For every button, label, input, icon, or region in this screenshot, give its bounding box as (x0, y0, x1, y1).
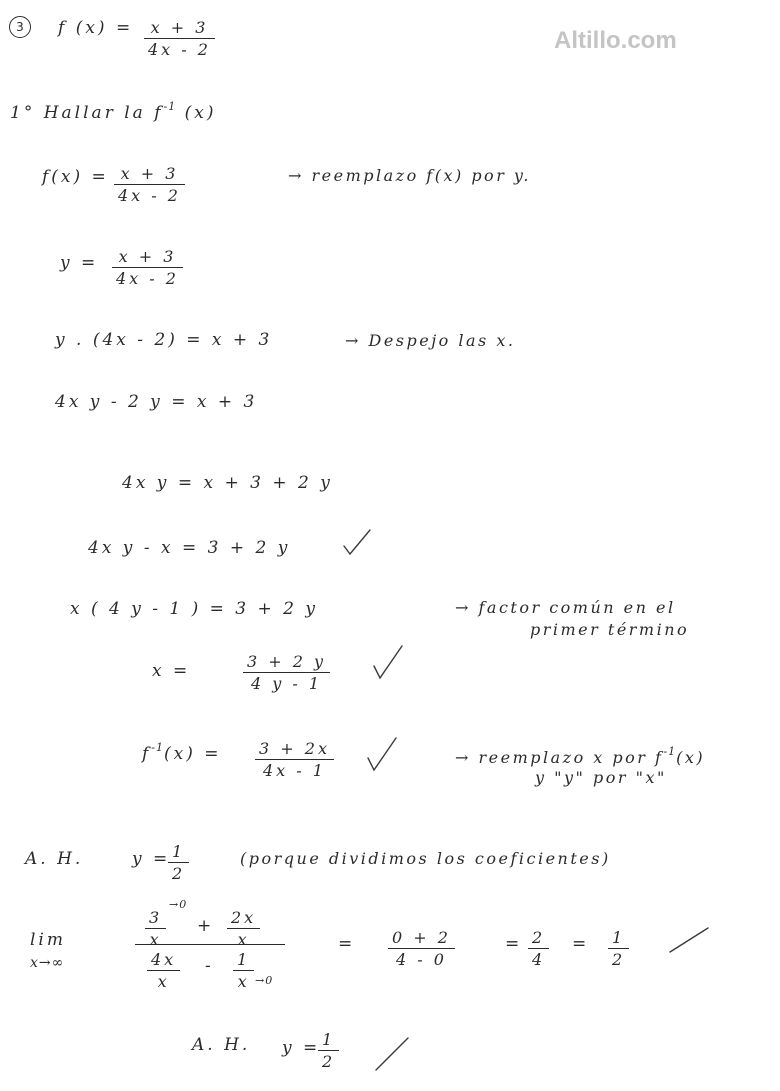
fraction-denominator: 4 (532, 950, 546, 969)
limit-equals-1: = (338, 934, 356, 954)
line8-fraction (243, 652, 330, 693)
fraction-denominator: x (157, 972, 170, 991)
line9-note-exponent: -1 (663, 745, 677, 758)
line4-equation: 4x y - 2 y = x + 3 (55, 392, 258, 412)
line9-lhs (142, 741, 222, 764)
limit-result-final (608, 928, 629, 969)
limit-result-step2 (528, 928, 549, 969)
fraction-numerator: 1 (172, 842, 186, 861)
limit-subscript: x→∞ (30, 955, 65, 971)
check-mark (374, 1036, 410, 1072)
ah2-fraction (318, 1030, 339, 1071)
limit-result-step1 (388, 928, 455, 969)
line9-fraction (255, 739, 334, 780)
fraction-numerator: x + 3 (150, 18, 209, 37)
line7-equation: x ( 4 y - 1 ) = 3 + 2 y (70, 599, 318, 619)
fraction-numerator: 2 (532, 928, 546, 947)
watermark: Altillo.com (554, 27, 677, 54)
line2-fraction (112, 247, 183, 288)
fraction-denominator: 2 (172, 864, 186, 883)
ah1-note: (porque dividimos los coeficientes) (240, 849, 611, 868)
fraction-numerator: 1 (237, 950, 251, 969)
step-title-text: 1° Hallar la f (10, 103, 164, 123)
fraction-denominator: 4x - 2 (118, 186, 181, 205)
fraction-denominator: x (237, 972, 250, 991)
fraction-numerator: 1 (612, 928, 626, 947)
line9-note-end: (x) (676, 748, 706, 767)
fraction-denominator: 4 y - 1 (251, 674, 323, 693)
limit-term-3-over-x (145, 908, 166, 949)
ah1-fraction (168, 842, 189, 883)
ah2-lhs: y = (282, 1038, 321, 1058)
fraction-numerator: 3 (149, 908, 163, 927)
fraction-denominator: 4x - 2 (148, 40, 211, 59)
line9-note (455, 745, 705, 767)
check-mark (668, 926, 710, 954)
inverse-exponent: -1 (151, 741, 165, 754)
check-mark (342, 528, 372, 558)
fraction-denominator: 2 (612, 950, 626, 969)
limit-equals-2: = (505, 934, 523, 954)
limit-main-fraction-bar (135, 944, 285, 945)
limit-term-1-over-x (233, 950, 254, 991)
step-title (10, 100, 216, 123)
line1-lhs: f(x) = (42, 167, 109, 187)
fraction-numerator: x + 3 (120, 164, 179, 183)
fraction-numerator: 4x (151, 950, 177, 969)
fraction-numerator: 1 (322, 1030, 336, 1049)
line8-lhs: x = (152, 661, 191, 681)
fraction-denominator: 2 (322, 1052, 336, 1071)
limit-equals-3: = (572, 934, 590, 954)
step-title-end: (x) (184, 103, 217, 123)
limit-tends-to-zero-mark: →0 (169, 898, 188, 911)
line7-note-continued: primer término (530, 620, 690, 639)
line9-note-text: → reemplazo x por f (455, 748, 664, 767)
line3-note: → Despejo las x. (345, 331, 516, 350)
line5-equation: 4x y = x + 3 + 2 y (122, 473, 333, 493)
fraction-numerator: x + 3 (118, 247, 177, 266)
fraction-denominator: 4x - 2 (116, 269, 179, 288)
problem-lhs: f (x) = (58, 18, 134, 38)
ah2-label: A. H. (192, 1035, 251, 1055)
line3-equation: y . (4x - 2) = x + 3 (55, 330, 273, 350)
line2-lhs: y = (60, 253, 99, 273)
inverse-function-arg: (x) = (164, 744, 222, 764)
limit-minus-sign: - (205, 956, 214, 976)
limit-complex-fraction (135, 898, 285, 991)
limit-term-2x-over-x (227, 908, 260, 949)
fraction-numerator: 0 + 2 (392, 928, 451, 947)
limit-label: lim (30, 930, 66, 950)
check-mark (372, 644, 404, 680)
problem-number: 3 (9, 16, 31, 38)
fraction-numerator: 2x (231, 908, 257, 927)
line9-note-continued: y "y" por "x" (535, 768, 667, 787)
line1-note: → reemplazo f(x) por y. (288, 166, 531, 185)
fraction-denominator: x (149, 930, 162, 949)
fraction-denominator: 4 - 0 (396, 950, 447, 969)
problem-fraction (144, 18, 215, 59)
ah1-label: A. H. (25, 849, 84, 869)
line6-equation: 4x y - x = 3 + 2 y (88, 538, 291, 558)
fraction-numerator: 3 + 2x (259, 739, 330, 758)
limit-term-4x-over-x (147, 950, 180, 991)
fraction-numerator: 3 + 2 y (247, 652, 327, 671)
line7-note: → factor común en el (455, 598, 676, 617)
limit-plus-sign: + (197, 916, 215, 936)
inverse-function-name: f (142, 744, 152, 764)
check-mark (366, 736, 398, 772)
ah1-lhs: y = (132, 849, 171, 869)
step-title-exponent: -1 (163, 100, 177, 113)
fraction-denominator: 4x - 1 (263, 761, 326, 780)
line1-fraction (114, 164, 185, 205)
fraction-denominator: x (237, 930, 250, 949)
limit-tends-to-zero-mark: →0 (255, 974, 274, 987)
